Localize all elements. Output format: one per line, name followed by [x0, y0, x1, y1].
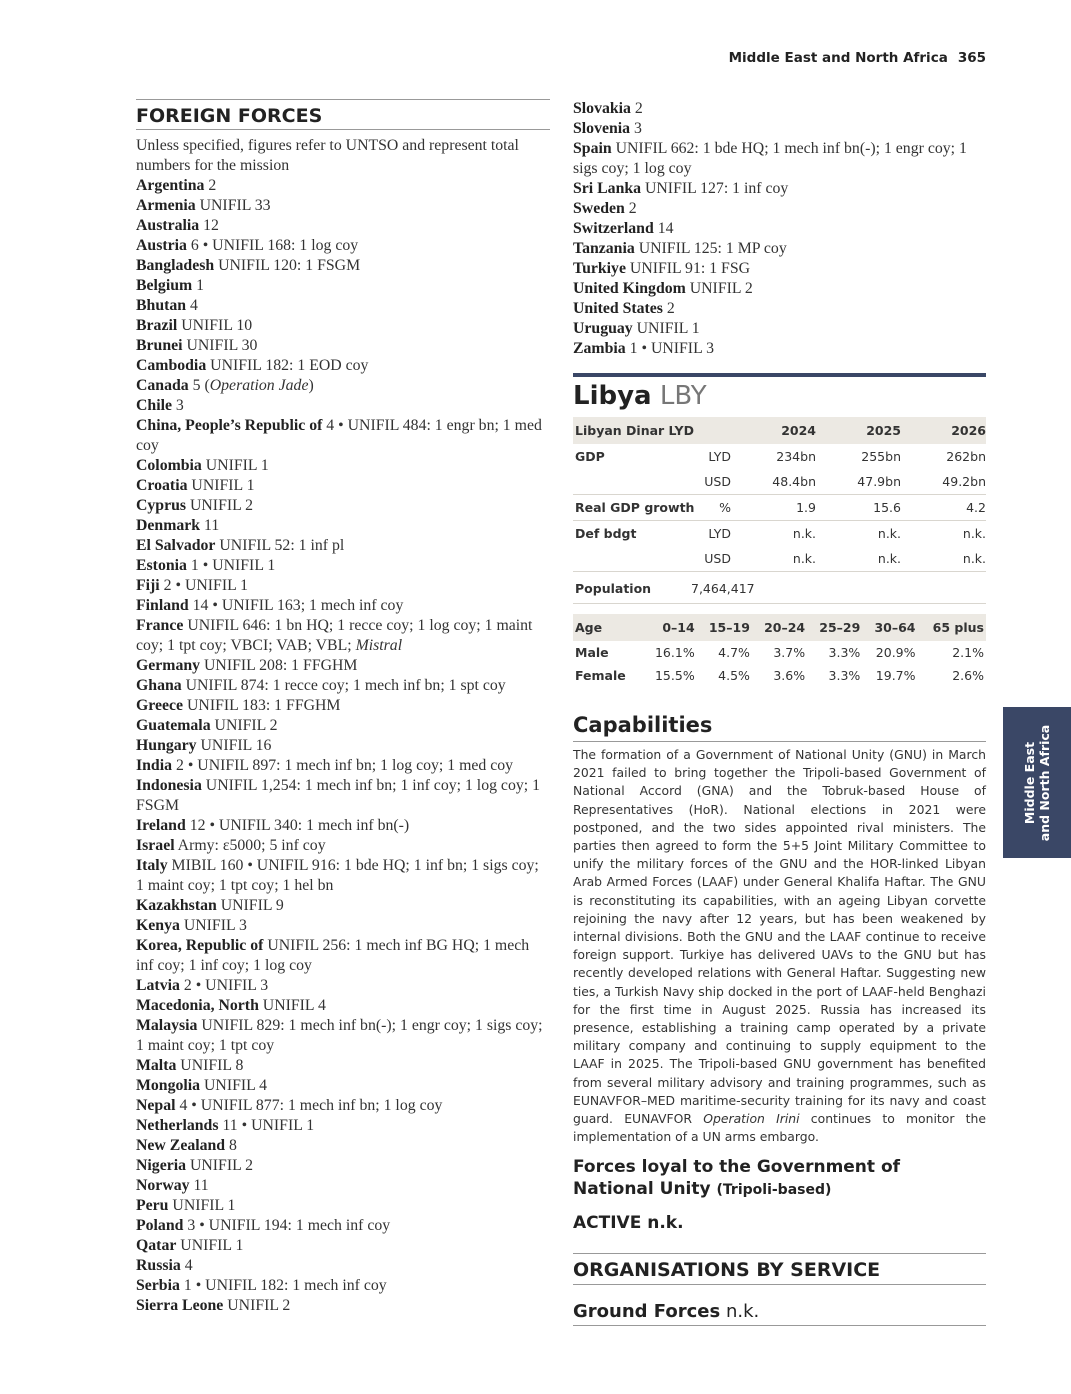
force-entry	[136, 196, 550, 216]
capabilities-text-end: continues to monitor the implementation of a UN arms embargo.	[573, 1111, 987, 1145]
force-entry-country: Spain	[573, 140, 612, 157]
force-entry	[136, 696, 550, 716]
force-entry-country: Austria	[136, 237, 187, 254]
economic-row	[573, 469, 986, 495]
population-value: 7,464,417	[691, 581, 755, 596]
population-label: Population	[575, 581, 652, 596]
force-entry	[136, 776, 550, 816]
force-entry-detail: 14	[653, 220, 674, 237]
year-header: 2026	[901, 417, 986, 444]
force-entry-country: Denmark	[136, 517, 201, 534]
force-entry-country: Slovakia	[573, 100, 631, 117]
force-entry-detail: 4 • UNIFIL 484: 1 engr bn; 1 med coy	[136, 417, 542, 454]
force-entry	[136, 176, 550, 196]
foreign-forces-list	[136, 136, 550, 1316]
force-entry	[136, 936, 550, 976]
force-entry-detail: UNIFIL 4	[258, 997, 326, 1014]
force-entry-detail: UNIFIL 2	[186, 1157, 253, 1174]
force-entry-country: Nigeria	[136, 1157, 187, 1174]
force-entry-country: Uruguay	[573, 320, 633, 337]
force-entry	[573, 239, 986, 259]
force-entry-italic: Operation Jade	[209, 377, 309, 394]
economic-row-label	[573, 546, 703, 572]
force-entry	[136, 816, 550, 836]
force-entry-country: Sweden	[573, 200, 625, 217]
force-entry-detail: 2	[624, 200, 637, 217]
force-entry-detail: UNIFIL 1	[168, 1197, 236, 1214]
force-entry-detail: 2 • UNIFIL 897: 1 mech inf bn; 1 log coy; 1 med coy	[172, 757, 514, 774]
age-row-label: Male	[575, 645, 609, 660]
force-entry	[136, 496, 550, 516]
force-entry	[136, 1056, 550, 1076]
force-entry-country: Cambodia	[136, 357, 207, 374]
economic-row-unit: LYD	[708, 526, 731, 541]
age-row	[573, 641, 986, 664]
force-entry-detail: MIBIL 160 • UNIFIL 916: 1 bde HQ; 1 inf bn; 1 sigs coy; 1 maint coy; 1 tpt coy; 1 hel bn	[136, 857, 539, 894]
force-entry	[136, 316, 550, 336]
force-entry-country: Tanzania	[573, 240, 635, 257]
country-code: LBY	[659, 381, 707, 411]
economic-cell: n.k.	[901, 546, 986, 572]
force-entry	[136, 856, 550, 896]
year-header: 2025	[816, 417, 901, 444]
force-entry-country: Estonia	[136, 557, 187, 574]
economic-cell: 255bn	[861, 449, 901, 464]
force-entry-detail: UNIFIL 256: 1 mech inf BG HQ; 1 mech inf coy; 1 inf coy; 1 log coy	[136, 937, 530, 974]
force-entry	[136, 656, 550, 676]
force-entry-country: India	[136, 757, 173, 774]
force-entry-country: Colombia	[136, 457, 202, 474]
force-entry-detail: 4 • UNIFIL 877: 1 mech inf bn; 1 log coy	[175, 1097, 443, 1114]
force-entry	[136, 516, 550, 536]
force-entry-detail: UNIFIL 182: 1 EOD coy	[206, 357, 369, 374]
force-entry-detail: UNIFIL 662: 1 bde HQ; 1 mech inf bn(-); 1 engr coy; 1 sigs coy; 1 log coy	[573, 140, 967, 177]
ground-forces-value: n.k.	[725, 1301, 760, 1323]
force-entry-country: Kazakhstan	[136, 897, 217, 914]
age-cell: 16.1%	[654, 645, 695, 660]
force-entry	[573, 119, 986, 139]
force-entry	[573, 279, 986, 299]
force-entry	[136, 576, 550, 596]
economic-row	[573, 495, 986, 521]
economic-cell: 234bn	[776, 449, 816, 464]
age-header: 15–19	[697, 614, 752, 641]
force-entry-country: Fiji	[136, 577, 160, 594]
force-entry-country: Switzerland	[573, 220, 654, 237]
active-heading: ACTIVE n.k.	[573, 1213, 684, 1234]
force-entry	[136, 296, 550, 316]
force-entry-detail: 11	[189, 1177, 209, 1194]
force-entry-detail: UNIFIL 1	[187, 477, 255, 494]
force-entry-country: Sri Lanka	[573, 180, 642, 197]
force-entry-detail: 3 • UNIFIL 194: 1 mech inf coy	[183, 1217, 391, 1234]
force-entry-country: Brunei	[136, 337, 183, 354]
population-row	[573, 572, 986, 604]
force-entry-country: Greece	[136, 697, 184, 714]
age-cell: 4.7%	[718, 645, 750, 660]
force-entry-detail: 1 • UNIFIL 182: 1 mech inf coy	[179, 1277, 387, 1294]
economic-cell: 262bn	[946, 449, 986, 464]
force-entry-detail: 3	[630, 120, 642, 137]
force-entry-detail: UNIFIL 91: 1 FSG	[625, 260, 751, 277]
ground-forces-label: Ground Forces	[573, 1301, 721, 1323]
force-entry-detail: UNIFIL 874: 1 recce coy; 1 mech inf bn; 1 spt coy	[181, 677, 506, 694]
force-entry-detail: 2	[630, 100, 643, 117]
force-entry	[136, 896, 550, 916]
age-row	[573, 664, 986, 687]
age-cell: 3.3%	[828, 645, 861, 660]
force-entry-detail: 4	[186, 297, 198, 314]
force-entry	[136, 1196, 550, 1216]
force-entry-country: Indonesia	[136, 777, 202, 794]
force-entry-country: Canada	[136, 377, 189, 394]
force-entry-italic: Mistral	[355, 637, 403, 654]
force-entry-detail: 12	[199, 217, 219, 234]
force-entry-detail: UNIFIL 4	[200, 1077, 268, 1094]
economic-row-label: GDP	[575, 449, 605, 464]
forces-heading	[573, 1156, 986, 1201]
force-entry	[573, 259, 986, 279]
force-entry-country: Guatemala	[136, 717, 211, 734]
force-entry-country: Israel	[136, 837, 175, 854]
force-entry-country: Malaysia	[136, 1017, 198, 1034]
age-cell: 4.5%	[718, 668, 750, 683]
force-entry-country: Latvia	[136, 977, 180, 994]
year-header: 2024	[731, 417, 816, 444]
force-entry	[136, 1136, 550, 1156]
force-entry-country: Germany	[136, 657, 201, 674]
force-entry	[136, 916, 550, 936]
section-side-tab	[1003, 707, 1071, 858]
force-entry-country: Slovenia	[573, 120, 631, 137]
foreign-forces-intro: Unless specified, figures refer to UNTSO and represent total numbers for the mission	[136, 137, 519, 174]
force-entry-detail: UNIFIL 9	[216, 897, 284, 914]
force-entry	[136, 736, 550, 756]
force-entry	[573, 179, 986, 199]
force-entry-detail: UNIFIL 1,254: 1 mech inf bn; 1 inf coy; 1 log coy; 1 FSGM	[136, 777, 540, 814]
force-entry-detail: 2 • UNIFIL 3	[179, 977, 269, 994]
force-entry-detail: 3	[171, 397, 184, 414]
force-entry-country: El Salvador	[136, 537, 216, 554]
force-entry-country: Ireland	[136, 817, 186, 834]
forces-subheading: (Tripoli-based)	[716, 1182, 832, 1199]
force-entry-country: Italy	[136, 857, 168, 874]
economic-cell: n.k.	[816, 546, 901, 572]
economic-cell: n.k.	[877, 526, 901, 541]
force-entry-detail: UNIFIL 30	[182, 337, 258, 354]
side-tab-line1: Middle East	[1022, 741, 1037, 824]
capabilities-text-italic: Operation Irini	[703, 1111, 800, 1127]
age-row-label: Female	[575, 668, 626, 683]
force-entry-country: Belgium	[136, 277, 193, 294]
force-entry	[573, 339, 986, 359]
force-entry	[136, 356, 550, 376]
force-entry	[136, 716, 550, 736]
force-entry-country: Korea, Republic of	[136, 937, 264, 954]
force-entry-country: Croatia	[136, 477, 188, 494]
force-entry-detail: UNIFIL 2	[685, 280, 753, 297]
page-number: 365	[957, 50, 986, 66]
age-header: 20–24	[752, 614, 807, 641]
force-entry-detail: UNIFIL 829: 1 mech inf bn(-); 1 engr coy; 1 sigs coy; 1 maint coy; 1 tpt coy	[136, 1017, 543, 1054]
running-head-section: Middle East and North Africa	[728, 50, 948, 66]
force-entry-detail: UNIFIL 2	[186, 497, 254, 514]
force-entry-detail: 1 • UNIFIL 1	[186, 557, 276, 574]
capabilities-text-main: The formation of a Government of National Unity (GNU) in March 2021 failed to bring together the Tripoli-based Government of National Accord (GNA) and the Tobruk-based House of Representatives (HoR). National elections in 2021 were postponed, and the two sides appointed rival ministers. The parties then agreed to form the 5+5 Joint Military Committee to unify the military forces of the GNU and the HOR-linked Libyan Arab Armed Forces (LAAF) under General Khalifa Haftar. The GNU is reconstituting its capabilities, with an ageing Libyan corvette rejoining the navy after 12 years, but has been weakened by internal divisions. Both the GNU and the LAAF continue to receive foreign support. Turkiye has delivered UAVs to the GNU but has recently developed relations with General Haftar. Suggesting new ties, a Turkish Navy ship docked in the port of LAAF-held Benghazi for the first time in August 2025. Russia has increased its presence, establishing a training camp operated by a private military company and continuing to supply equipment to the LAAF in 2025. The Tripoli-based GNU government has benefited from several military advisory and training programmes, such as EUNAVFOR–MED maritime-security training for its navy and coast guard. EUNAVFOR	[573, 747, 986, 1127]
force-entry-detail: 2 • UNIFIL 1	[159, 577, 249, 594]
force-entry-detail: Army: ε5000; 5 inf coy	[174, 837, 326, 854]
force-entry	[136, 1216, 550, 1236]
force-entry-country: Argentina	[136, 177, 205, 194]
economic-row-label: Def bdgt	[575, 526, 637, 541]
force-entry-detail: UNIFIL 1	[176, 1237, 244, 1254]
age-cell: 3.6%	[773, 668, 806, 683]
economic-cell: 4.2	[901, 495, 986, 521]
age-cell: 3.3%	[828, 668, 861, 683]
age-header: 65 plus	[918, 614, 986, 641]
force-entry	[136, 476, 550, 496]
force-entry-detail: UNIFIL 52: 1 inf pl	[215, 537, 345, 554]
force-entry-detail: 4	[180, 1257, 193, 1274]
age-cell: 3.7%	[773, 645, 806, 660]
force-entry	[136, 1296, 550, 1316]
force-entry	[136, 836, 550, 856]
force-entry	[136, 616, 550, 656]
economic-cell: 47.9bn	[816, 469, 901, 495]
force-entry-country: France	[136, 617, 184, 634]
economic-cell: 48.4bn	[731, 469, 816, 495]
force-entry	[136, 1116, 550, 1136]
age-cell: 19.7%	[875, 668, 916, 683]
force-entry-country: Armenia	[136, 197, 196, 214]
force-entry	[573, 139, 986, 179]
organisations-heading: ORGANISATIONS BY SERVICE	[573, 1253, 986, 1285]
force-entry	[136, 416, 550, 456]
force-entry-country: Kenya	[136, 917, 180, 934]
force-entry-detail: UNIFIL 2	[223, 1297, 291, 1314]
force-entry	[136, 676, 550, 696]
force-entry-detail: 2	[662, 300, 675, 317]
force-entry-country: Mongolia	[136, 1077, 201, 1094]
force-entry-country: Ghana	[136, 677, 182, 694]
age-cell: 2.1%	[952, 645, 984, 660]
economic-cell: n.k.	[731, 546, 816, 572]
force-entry-detail: UNIFIL 3	[179, 917, 247, 934]
force-entry-country: Russia	[136, 1257, 181, 1274]
force-entry-detail: UNIFIL 10	[177, 317, 253, 334]
force-entry-country: Australia	[136, 217, 200, 234]
force-entry	[136, 1016, 550, 1056]
force-entry	[573, 319, 986, 339]
force-entry	[136, 456, 550, 476]
force-entry-detail: UNIFIL 33	[195, 197, 271, 214]
force-entry	[136, 536, 550, 556]
force-entry	[136, 1276, 550, 1296]
force-entry-detail: 1	[192, 277, 205, 294]
force-entry	[573, 299, 986, 319]
economic-cell: n.k.	[962, 526, 986, 541]
force-entry	[136, 976, 550, 996]
force-entry	[573, 199, 986, 219]
force-entry	[136, 1176, 550, 1196]
force-entry-country: China, People’s Republic of	[136, 417, 323, 434]
force-entry-country: Sierra Leone	[136, 1297, 224, 1314]
economic-cell: 15.6	[816, 495, 901, 521]
force-entry-detail: UNIFIL 1	[632, 320, 700, 337]
force-entry-country: Netherlands	[136, 1117, 219, 1134]
force-entry-detail: 11	[200, 517, 220, 534]
force-entry-detail: 1 • UNIFIL 3	[625, 340, 714, 357]
force-entry-detail: 2	[204, 177, 217, 194]
age-cell: 2.6%	[952, 668, 984, 683]
force-entry-detail: UNIFIL 125: 1 MP coy	[634, 240, 787, 257]
force-entry	[136, 396, 550, 416]
force-entry-country: Serbia	[136, 1277, 180, 1294]
force-entry-country: New Zealand	[136, 1137, 226, 1154]
force-entry-country: Malta	[136, 1057, 177, 1074]
force-entry	[136, 596, 550, 616]
force-entry	[136, 256, 550, 276]
force-entry-detail: 8	[225, 1137, 237, 1154]
force-entry-country: Bhutan	[136, 297, 187, 314]
force-entry-after: )	[308, 377, 314, 394]
country-name: Libya	[573, 381, 652, 411]
economic-row-label	[573, 469, 703, 495]
force-entry-detail: 5 (	[188, 377, 210, 394]
economic-cell: 49.2bn	[901, 469, 986, 495]
age-header: Age	[573, 614, 643, 641]
force-entry	[136, 376, 550, 396]
force-entry-country: Cyprus	[136, 497, 187, 514]
force-entry-country: Qatar	[136, 1237, 177, 1254]
force-entry-country: Turkiye	[573, 260, 626, 277]
force-entry-country: Chile	[136, 397, 172, 414]
force-entry-detail: UNIFIL 2	[210, 717, 278, 734]
force-entry	[136, 276, 550, 296]
age-cell: 20.9%	[875, 645, 916, 660]
force-entry-detail: 6 • UNIFIL 168: 1 log coy	[186, 237, 359, 254]
economic-row-unit: USD	[703, 469, 732, 495]
force-entry-country: Finland	[136, 597, 189, 614]
force-entry	[136, 996, 550, 1016]
force-entry	[136, 1096, 550, 1116]
age-table	[573, 614, 986, 687]
force-entry	[573, 99, 986, 119]
force-entry	[136, 1076, 550, 1096]
force-entry	[136, 336, 550, 356]
age-cell: 15.5%	[654, 668, 695, 683]
economic-cell: n.k.	[792, 526, 816, 541]
force-entry-country: Brazil	[136, 317, 178, 334]
force-entry-country: Poland	[136, 1217, 184, 1234]
economic-row-unit: LYD	[708, 449, 731, 464]
economic-row	[573, 444, 986, 469]
age-header: 25–29	[807, 614, 862, 641]
force-entry-country: United States	[573, 300, 663, 317]
age-header: 30–64	[862, 614, 917, 641]
force-entry	[573, 219, 986, 239]
force-entry-country: Hungary	[136, 737, 197, 754]
force-entry-detail: 12 • UNIFIL 340: 1 mech inf bn(-)	[185, 817, 410, 834]
force-entry-country: Norway	[136, 1177, 190, 1194]
force-entry-country: Bangladesh	[136, 257, 215, 274]
side-tab-line2: and North Africa	[1037, 724, 1052, 841]
force-entry	[136, 1236, 550, 1256]
age-header: 0–14	[643, 614, 697, 641]
force-entry-detail: 14 • UNIFIL 163; 1 mech inf coy	[188, 597, 404, 614]
ground-forces-heading	[573, 1301, 986, 1326]
force-entry-country: Nepal	[136, 1097, 176, 1114]
force-entry-country: United Kingdom	[573, 280, 686, 297]
right-column	[573, 99, 986, 1326]
force-entry	[136, 1256, 550, 1276]
force-entry-detail: 11 • UNIFIL 1	[218, 1117, 315, 1134]
economic-row-unit: USD	[703, 546, 732, 572]
force-entry-detail: UNIFIL 120: 1 FSGM	[214, 257, 361, 274]
economic-cell: 1.9	[731, 495, 816, 521]
force-entry-detail: UNIFIL 646: 1 bn HQ; 1 recce coy; 1 log coy; 1 maint coy; 1 tpt coy; VBCI; VAB; VBL;	[136, 617, 533, 654]
force-entry-detail: UNIFIL 183: 1 FFGHM	[183, 697, 341, 714]
running-head	[729, 50, 986, 66]
force-entry-detail: UNIFIL 16	[196, 737, 272, 754]
currency-header: Libyan Dinar LYD	[573, 417, 731, 444]
economic-row	[573, 546, 986, 572]
force-entry-detail: UNIFIL 208: 1 FFGHM	[200, 657, 358, 674]
force-entry	[136, 236, 550, 256]
capabilities-text	[573, 746, 986, 1146]
economic-row	[573, 521, 986, 547]
force-entry	[136, 756, 550, 776]
foreign-forces-list-continued	[573, 99, 986, 359]
force-entry-country: Peru	[136, 1197, 169, 1214]
economic-table	[573, 417, 986, 572]
economic-row-unit: %	[703, 495, 732, 521]
economic-row-label: Real GDP growth	[573, 495, 703, 521]
force-entry-country: Zambia	[573, 340, 626, 357]
force-entry-detail: UNIFIL 8	[176, 1057, 244, 1074]
left-column	[136, 99, 550, 1316]
force-entry	[136, 556, 550, 576]
capabilities-heading: Capabilities	[573, 713, 986, 742]
forces-heading-main: Forces loyal to the Government of National Unity	[573, 1157, 901, 1200]
force-entry-detail: UNIFIL 1	[201, 457, 269, 474]
force-entry	[136, 1156, 550, 1176]
foreign-forces-heading: FOREIGN FORCES	[136, 99, 550, 130]
country-title	[573, 381, 986, 411]
force-entry-detail: UNIFIL 127: 1 inf coy	[641, 180, 789, 197]
force-entry-country: Macedonia, North	[136, 997, 259, 1014]
country-rule	[573, 373, 986, 377]
force-entry	[136, 216, 550, 236]
